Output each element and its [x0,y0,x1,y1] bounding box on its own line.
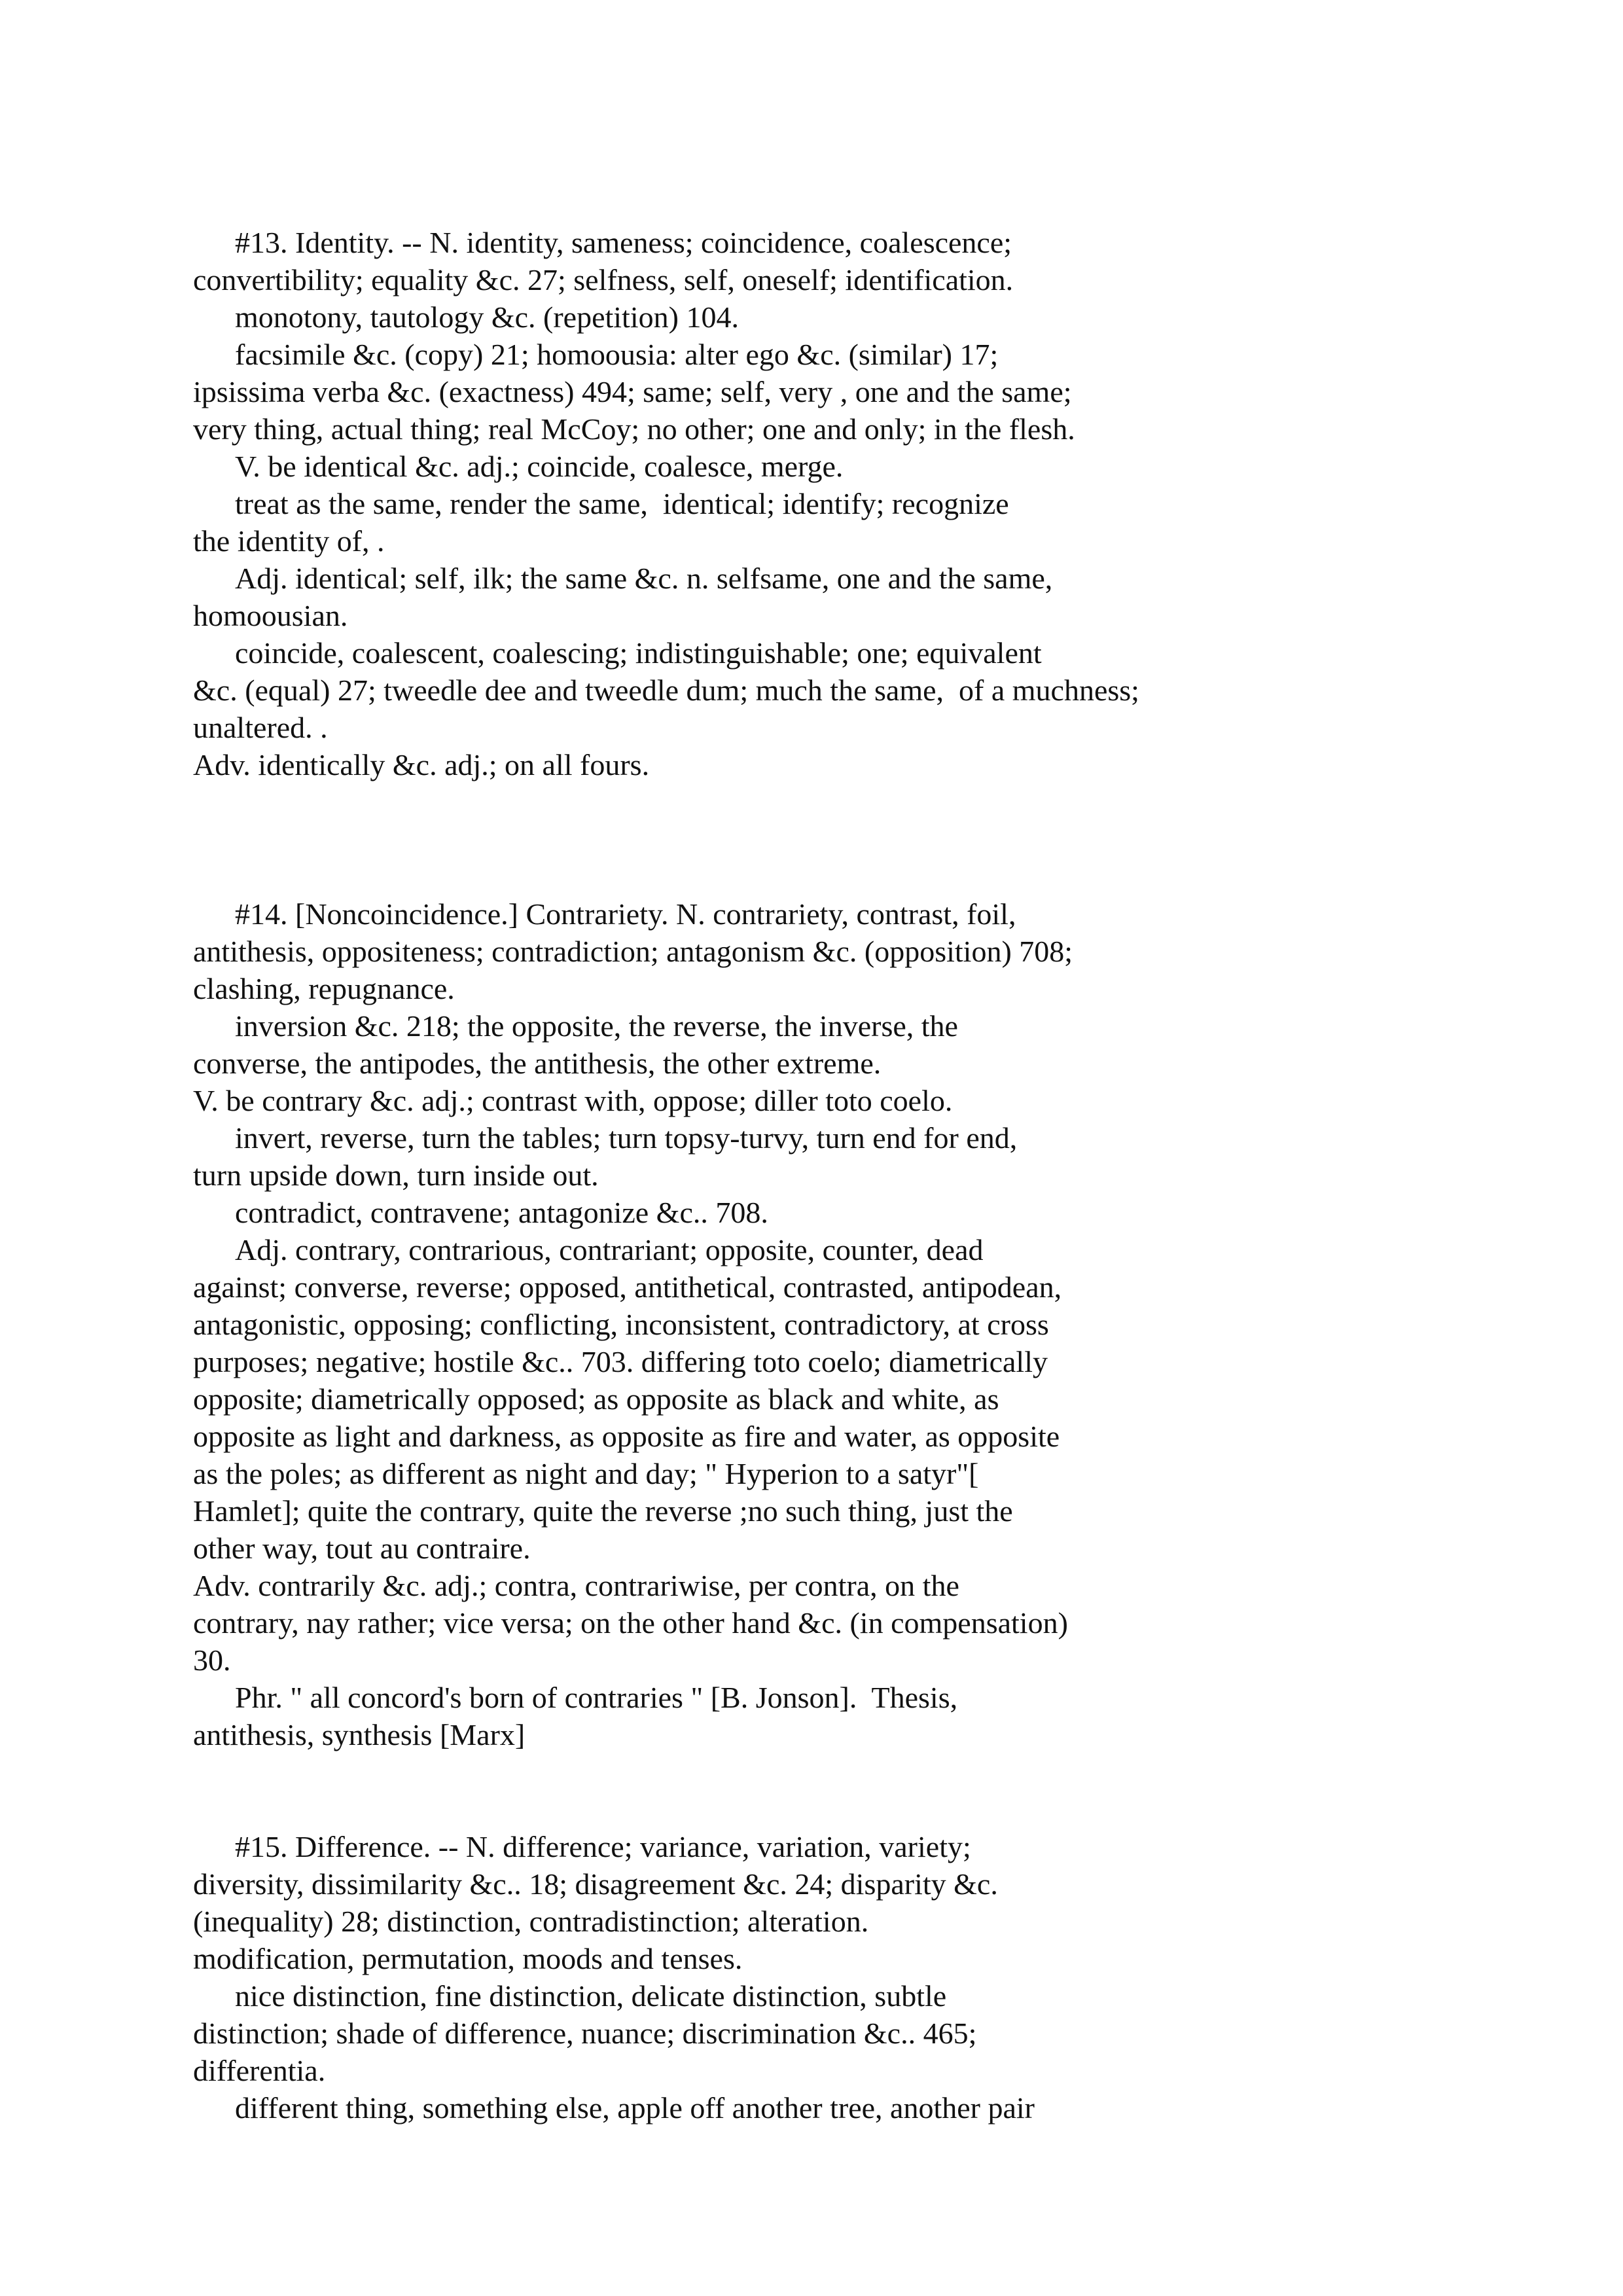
section-gap [193,1753,1476,1828]
text-line: distinction; shade of difference, nuance; discrimination &c.. 465; [193,2017,977,2050]
text-line: facsimile &c. (copy) 21; homoousia: alter ego &c. (similar) 17; [235,338,999,371]
text-line: against; converse, reverse; opposed, antithetical, contrasted, antipodean, [193,1270,1062,1304]
text-line: modification, permutation, moods and tenses. [193,1942,743,1975]
text-line: as the poles; as different as night and day; " Hyperion to a satyr"[ [193,1457,979,1490]
text-line: 30. [193,1643,231,1677]
text-line: other way, tout au contraire. [193,1532,531,1565]
text-line: invert, reverse, turn the tables; turn topsy-turvy, turn end for end, [235,1121,1018,1155]
text-line: converse, the antipodes, the antithesis, the other extreme. [193,1047,882,1080]
document-page [193,224,1476,2126]
text-line: homoousian. [193,599,348,632]
text-line: turn upside down, turn inside out. [193,1158,599,1192]
text-line: antithesis, oppositeness; contradiction; antagonism &c. (opposition) 708; [193,935,1073,968]
text-line: very thing, actual thing; real McCoy; no other; one and only; in the flesh. [193,412,1075,446]
text-line: antithesis, synthesis [Marx] [193,1718,526,1751]
text-line: coincide, coalescent, coalescing; indistinguishable; one; equivalent [235,636,1042,670]
text-line: contrary, nay rather; vice versa; on the other hand &c. (in compensation) [193,1606,1068,1640]
text-line: opposite as light and darkness, as opposite as fire and water, as opposite [193,1420,1060,1453]
text-line: convertibility; equality &c. 27; selfness, self, oneself; identification. [193,263,1014,296]
text-line: opposite; diametrically opposed; as opposite as black and white, as [193,1382,999,1416]
text-line: antagonistic, opposing; conflicting, inconsistent, contradictory, at cross [193,1308,1049,1341]
text-line: nice distinction, fine distinction, delicate distinction, subtle [235,1979,947,2013]
text-line: Adv. identically &c. adj.; on all fours. [193,748,650,781]
entry-identity [193,224,1476,783]
text-line: V. be identical &c. adj.; coincide, coalesce, merge. [235,450,844,483]
text-line: ipsissima verba &c. (exactness) 494; same; self, very , one and the same; [193,375,1072,408]
text-line: unaltered. . [193,711,328,744]
text-line: Adj. identical; self, ilk; the same &c. n. selfsame, one and the same, [235,562,1053,595]
text-line: differentia. [193,2054,326,2087]
text-line: purposes; negative; hostile &c.. 703. differing toto coelo; diametrically [193,1345,1048,1378]
section-gap [193,783,1476,895]
text-line: &c. (equal) 27; tweedle dee and tweedle dum; much the same, of a muchness; [193,673,1139,707]
text-line: diversity, dissimilarity &c.. 18; disagreement &c. 24; disparity &c. [193,1867,998,1901]
text-line: #14. [Noncoincidence.] Contrariety. N. contrariety, contrast, foil, [235,897,1016,931]
text-line: contradict, contravene; antagonize &c.. 708. [235,1196,768,1229]
text-line: #15. Difference. -- N. difference; variance, variation, variety; [235,1830,971,1863]
text-line: Adv. contrarily &c. adj.; contra, contrariwise, per contra, on the [193,1569,959,1602]
text-line: different thing, something else, apple off another tree, another pair [235,2091,1035,2125]
text-line: Phr. " all concord's born of contraries " [B. Jonson]. Thesis, [235,1681,958,1714]
text-line: the identity of, . [193,524,385,558]
text-line: Adj. contrary, contrarious, contrariant; opposite, counter, dead [235,1233,984,1266]
text-line: (inequality) 28; distinction, contradistinction; alteration. [193,1905,869,1938]
text-line: inversion &c. 218; the opposite, the reverse, the inverse, the [235,1009,958,1043]
text-line: Hamlet]; quite the contrary, quite the reverse ;no such thing, just the [193,1494,1013,1528]
text-line: V. be contrary &c. adj.; contrast with, oppose; diller toto coelo. [193,1084,953,1117]
text-line: clashing, repugnance. [193,972,455,1005]
entry-contrariety [193,895,1476,1753]
entry-difference [193,1828,1476,2126]
text-line: monotony, tautology &c. (repetition) 104. [235,300,739,334]
text-line: treat as the same, render the same, identical; identify; recognize [235,487,1009,520]
text-line: #13. Identity. -- N. identity, sameness; coincidence, coalescence; [235,226,1012,259]
